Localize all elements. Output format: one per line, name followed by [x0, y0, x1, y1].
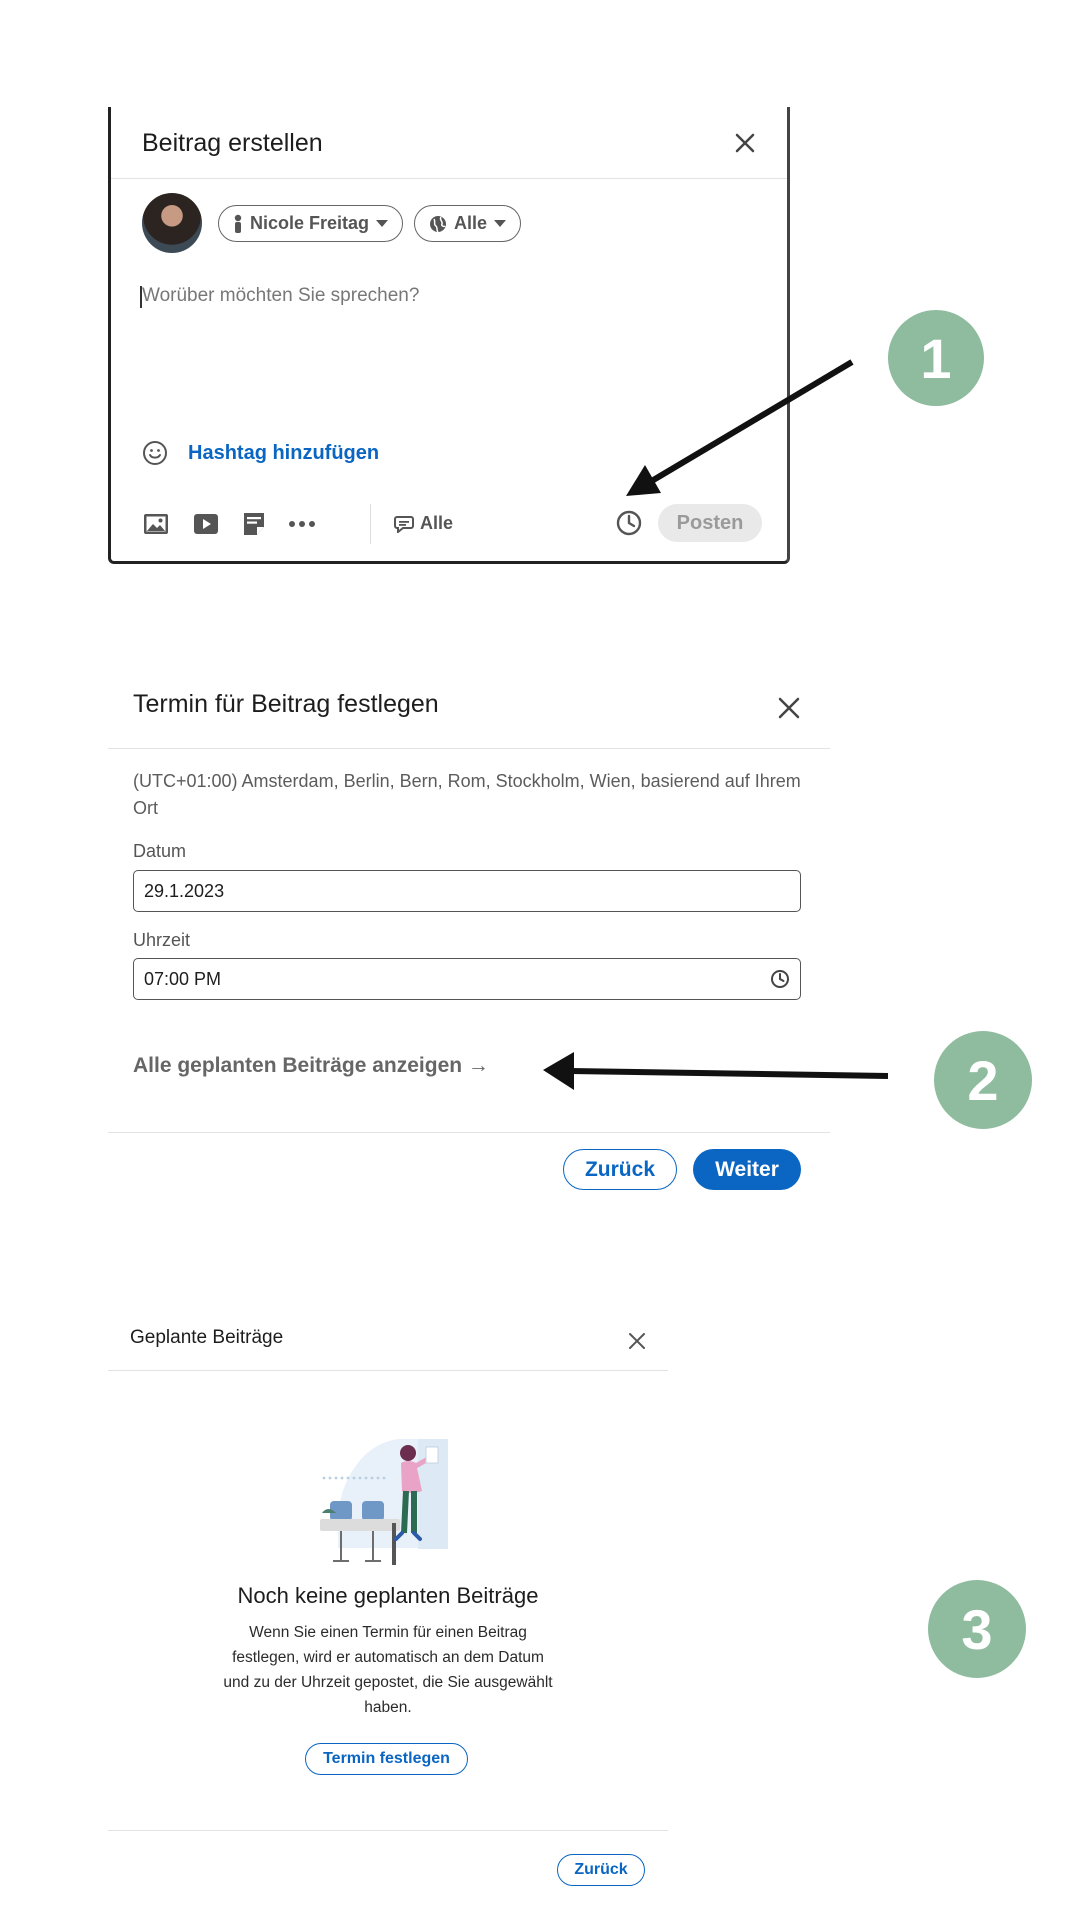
- dialog-title: Termin für Beitrag festlegen: [133, 690, 439, 718]
- dialog-title: Beitrag erstellen: [142, 129, 323, 157]
- empty-state-illustration: [318, 1433, 458, 1568]
- date-field[interactable]: [133, 870, 801, 912]
- divider: [108, 748, 830, 749]
- add-hashtag-link[interactable]: Hashtag hinzufügen: [188, 441, 380, 464]
- clock-icon: [770, 969, 790, 989]
- comment-audience-label: Alle: [420, 513, 454, 533]
- schedule-post-dialog: [108, 680, 830, 1206]
- back-button[interactable]: Zurück: [557, 1854, 645, 1886]
- step-badge-1: 1: [888, 310, 984, 406]
- timezone-info: (UTC+01:00) Amsterdam, Berlin, Bern, Rom, Stockholm, Wien, basierend auf Ihrem Ort: [133, 771, 801, 818]
- step-badge-3: 3: [928, 1580, 1026, 1678]
- divider: [108, 1370, 668, 1371]
- view-all-scheduled-link[interactable]: Alle geplanten Beiträge anzeigen →: [133, 1054, 489, 1077]
- date-label: Datum: [133, 841, 187, 861]
- close-icon[interactable]: [625, 1329, 649, 1353]
- post-button[interactable]: Posten: [658, 504, 762, 542]
- empty-state-text: Wenn Sie einen Termin für einen Beitrag festlegen, wird er automatisch an dem Datum und zu der Uhrzeit gepostet, die Sie ausgewählt haben.: [223, 1624, 553, 1716]
- dialog-title: Geplante Beiträge: [130, 1327, 284, 1348]
- time-value: 07:00 PM: [144, 968, 222, 989]
- scheduled-posts-dialog: [108, 1315, 668, 1885]
- step-badge-2: 2: [934, 1031, 1032, 1129]
- schedule-button[interactable]: Termin festlegen: [305, 1743, 468, 1775]
- next-button[interactable]: Weiter: [693, 1149, 801, 1190]
- author-name: Nicole Freitag: [250, 213, 370, 233]
- date-value: 29.1.2023: [144, 880, 225, 901]
- time-field[interactable]: [133, 958, 801, 1000]
- post-text-input[interactable]: Worüber möchten Sie sprechen?: [142, 285, 420, 306]
- time-label: Uhrzeit: [133, 930, 191, 950]
- empty-state-heading: Noch keine geplanten Beiträge: [237, 1583, 539, 1608]
- back-button[interactable]: Zurück: [563, 1149, 677, 1190]
- audience-label: Alle: [454, 213, 488, 233]
- close-icon[interactable]: [773, 692, 805, 724]
- divider: [108, 1830, 668, 1831]
- divider: [108, 1132, 830, 1133]
